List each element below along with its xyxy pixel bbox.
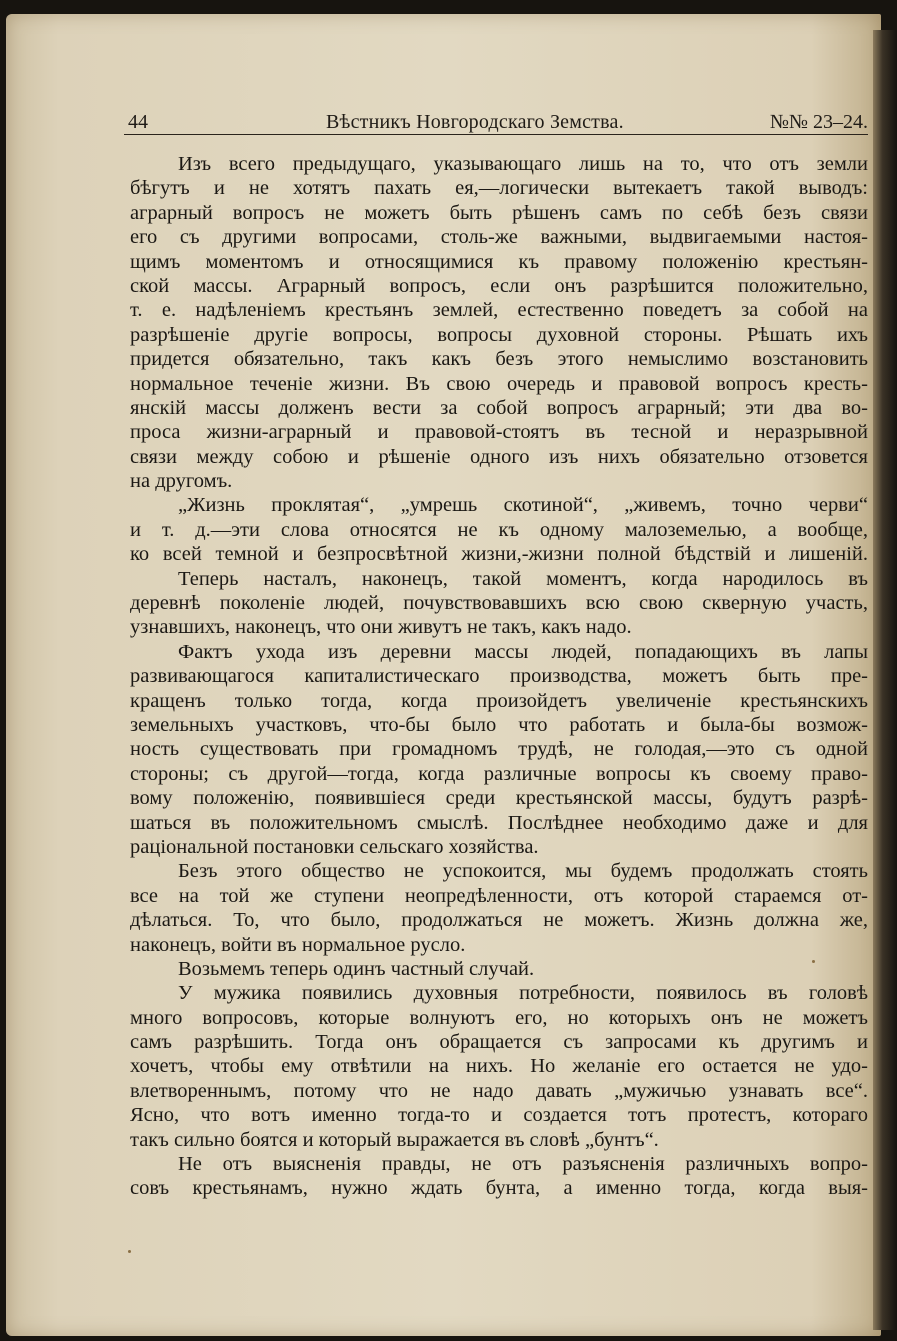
text-line: шаться въ положительномъ смыслѣ. Послѣднее необходимо даже и для <box>130 811 868 834</box>
text-line: проса жизни-аграрный и правовой-стоятъ въ тесной и неразрывной <box>130 421 868 444</box>
text-line: Безъ этого общество не успокоится, мы будемъ продолжать стоять <box>178 860 868 883</box>
text-line: кращенъ только тогда, когда произойдетъ увеличеніе крестьянскихъ <box>130 689 868 712</box>
text-line: Ясно, что вотъ именно тогда-то и создается тотъ протестъ, котораго <box>130 1104 868 1127</box>
paper-speck <box>812 960 815 963</box>
text-line: Возьмемъ теперь одинъ частный случай. <box>178 957 535 980</box>
text-line: ность существовать при громадномъ трудѣ, не голодая,—это съ одной <box>130 738 868 761</box>
text-line: щимъ моментомъ и относящимися къ правому положенію крестьян- <box>130 250 868 273</box>
text-line: нормальное теченіе жизни. Въ свою очередь и правовой вопросъ кресть- <box>130 372 868 395</box>
text-line: вому положенію, появившіеся среди крестьянской массы, будутъ разрѣ- <box>130 787 868 810</box>
text-line: У мужика появились духовныя потребности, появилось въ головѣ <box>178 982 868 1005</box>
text-line: аграрный вопросъ не можетъ быть рѣшенъ самъ по себѣ безъ связи <box>130 201 868 224</box>
text-line: совъ крестьянамъ, нужно ждать бунта, а именно тогда, когда выя- <box>130 1177 868 1200</box>
text-line: связи между собою и рѣшеніе одного изъ нихъ обязательно отзовется <box>130 445 868 468</box>
body-text <box>130 152 868 1201</box>
page-gutter-edge <box>873 30 897 1330</box>
text-line: земельныхъ участковъ, что-бы было что работать и была-бы возмож- <box>130 713 868 736</box>
text-line: янскій массы долженъ вести за собой вопросъ аграрный; эти два во- <box>130 396 868 419</box>
text-line: бѣгутъ и не хотятъ пахать ея,—логически вытекаетъ такой выводъ: <box>130 177 868 200</box>
journal-title: Вѣстникъ Новгородскаго Земства. <box>326 111 624 133</box>
text-line: разрѣшеніе другіе вопросы, вопросы духовной стороны. Рѣшать ихъ <box>130 323 868 346</box>
text-line: ко всей темной и безпросвѣтной жизни,-жизни полной бѣдствій и лишеній. <box>130 543 868 566</box>
text-line: ской массы. Аграрный вопросъ, если онъ разрѣшится положительно, <box>130 274 868 297</box>
text-line: много вопросовъ, которые волнуютъ его, но которыхъ онъ не можетъ <box>130 1006 868 1029</box>
page-number: 44 <box>128 111 148 133</box>
text-line: и т. д.—эти слова относятся не къ одному малоземелью, а вообще, <box>130 518 868 541</box>
issue-number: №№ 23–24. <box>769 111 868 133</box>
text-line: на другомъ. <box>130 470 233 493</box>
header-rule <box>124 134 868 135</box>
text-line: т. е. надѣленіемъ крестьянъ землей, естественно поведетъ за собой на <box>130 299 868 322</box>
text-line: наконецъ, войти въ нормальное русло. <box>130 933 466 956</box>
text-line: Фактъ ухода изъ деревни массы людей, попадающихъ въ лапы <box>178 640 868 663</box>
text-line: стороны; съ другой—тогда, когда различные вопросы къ своему право- <box>130 762 868 785</box>
text-line: развивающагося капиталистическаго производства, можетъ быть пре- <box>130 665 868 688</box>
text-line: все на той же ступени неопредѣленности, отъ которой стараемся от- <box>130 884 868 907</box>
text-line: Не отъ выясненія правды, не отъ разъясненія различныхъ вопро- <box>178 1153 868 1176</box>
text-line: деревнѣ поколеніе людей, почувствовавшихъ всю свою скверную участь, <box>130 592 868 615</box>
text-line: влетвореннымъ, потому что не надо давать „мужичью узнавать все“. <box>130 1079 868 1102</box>
text-line: Изъ всего предыдущаго, указывающаго лишь на то, что отъ земли <box>178 153 868 175</box>
text-line: Теперь насталъ, наконецъ, такой моментъ, когда народилось въ <box>178 567 868 590</box>
text-line: такъ сильно боятся и который выражается въ словѣ „бунтъ“. <box>130 1128 659 1151</box>
text-line: его съ другими вопросами, столь-же важными, выдвигаемыми настоя- <box>130 226 868 249</box>
text-line: дѣлаться. То, что было, продолжаться не можетъ. Жизнь должна же, <box>130 909 868 932</box>
text-line: узнавшихъ, наконецъ, что они живутъ не такъ, какъ надо. <box>130 616 632 639</box>
text-line: „Жизнь проклятая“, „умрешь скотиной“, „живемъ, точно черви“ <box>178 494 868 517</box>
text-line: самъ разрѣшить. Тогда онъ обращается съ запросами къ другимъ и <box>130 1031 868 1054</box>
paper-speck <box>128 1250 131 1253</box>
text-line: хочетъ, чтобы ему отвѣтили на нихъ. Но желаніе его остается не удо- <box>130 1055 868 1078</box>
text-line: придется обязательно, такъ какъ безъ этого немыслимо возстановить <box>130 348 868 371</box>
text-line: раціональной постановки сельскаго хозяйства. <box>130 835 539 858</box>
